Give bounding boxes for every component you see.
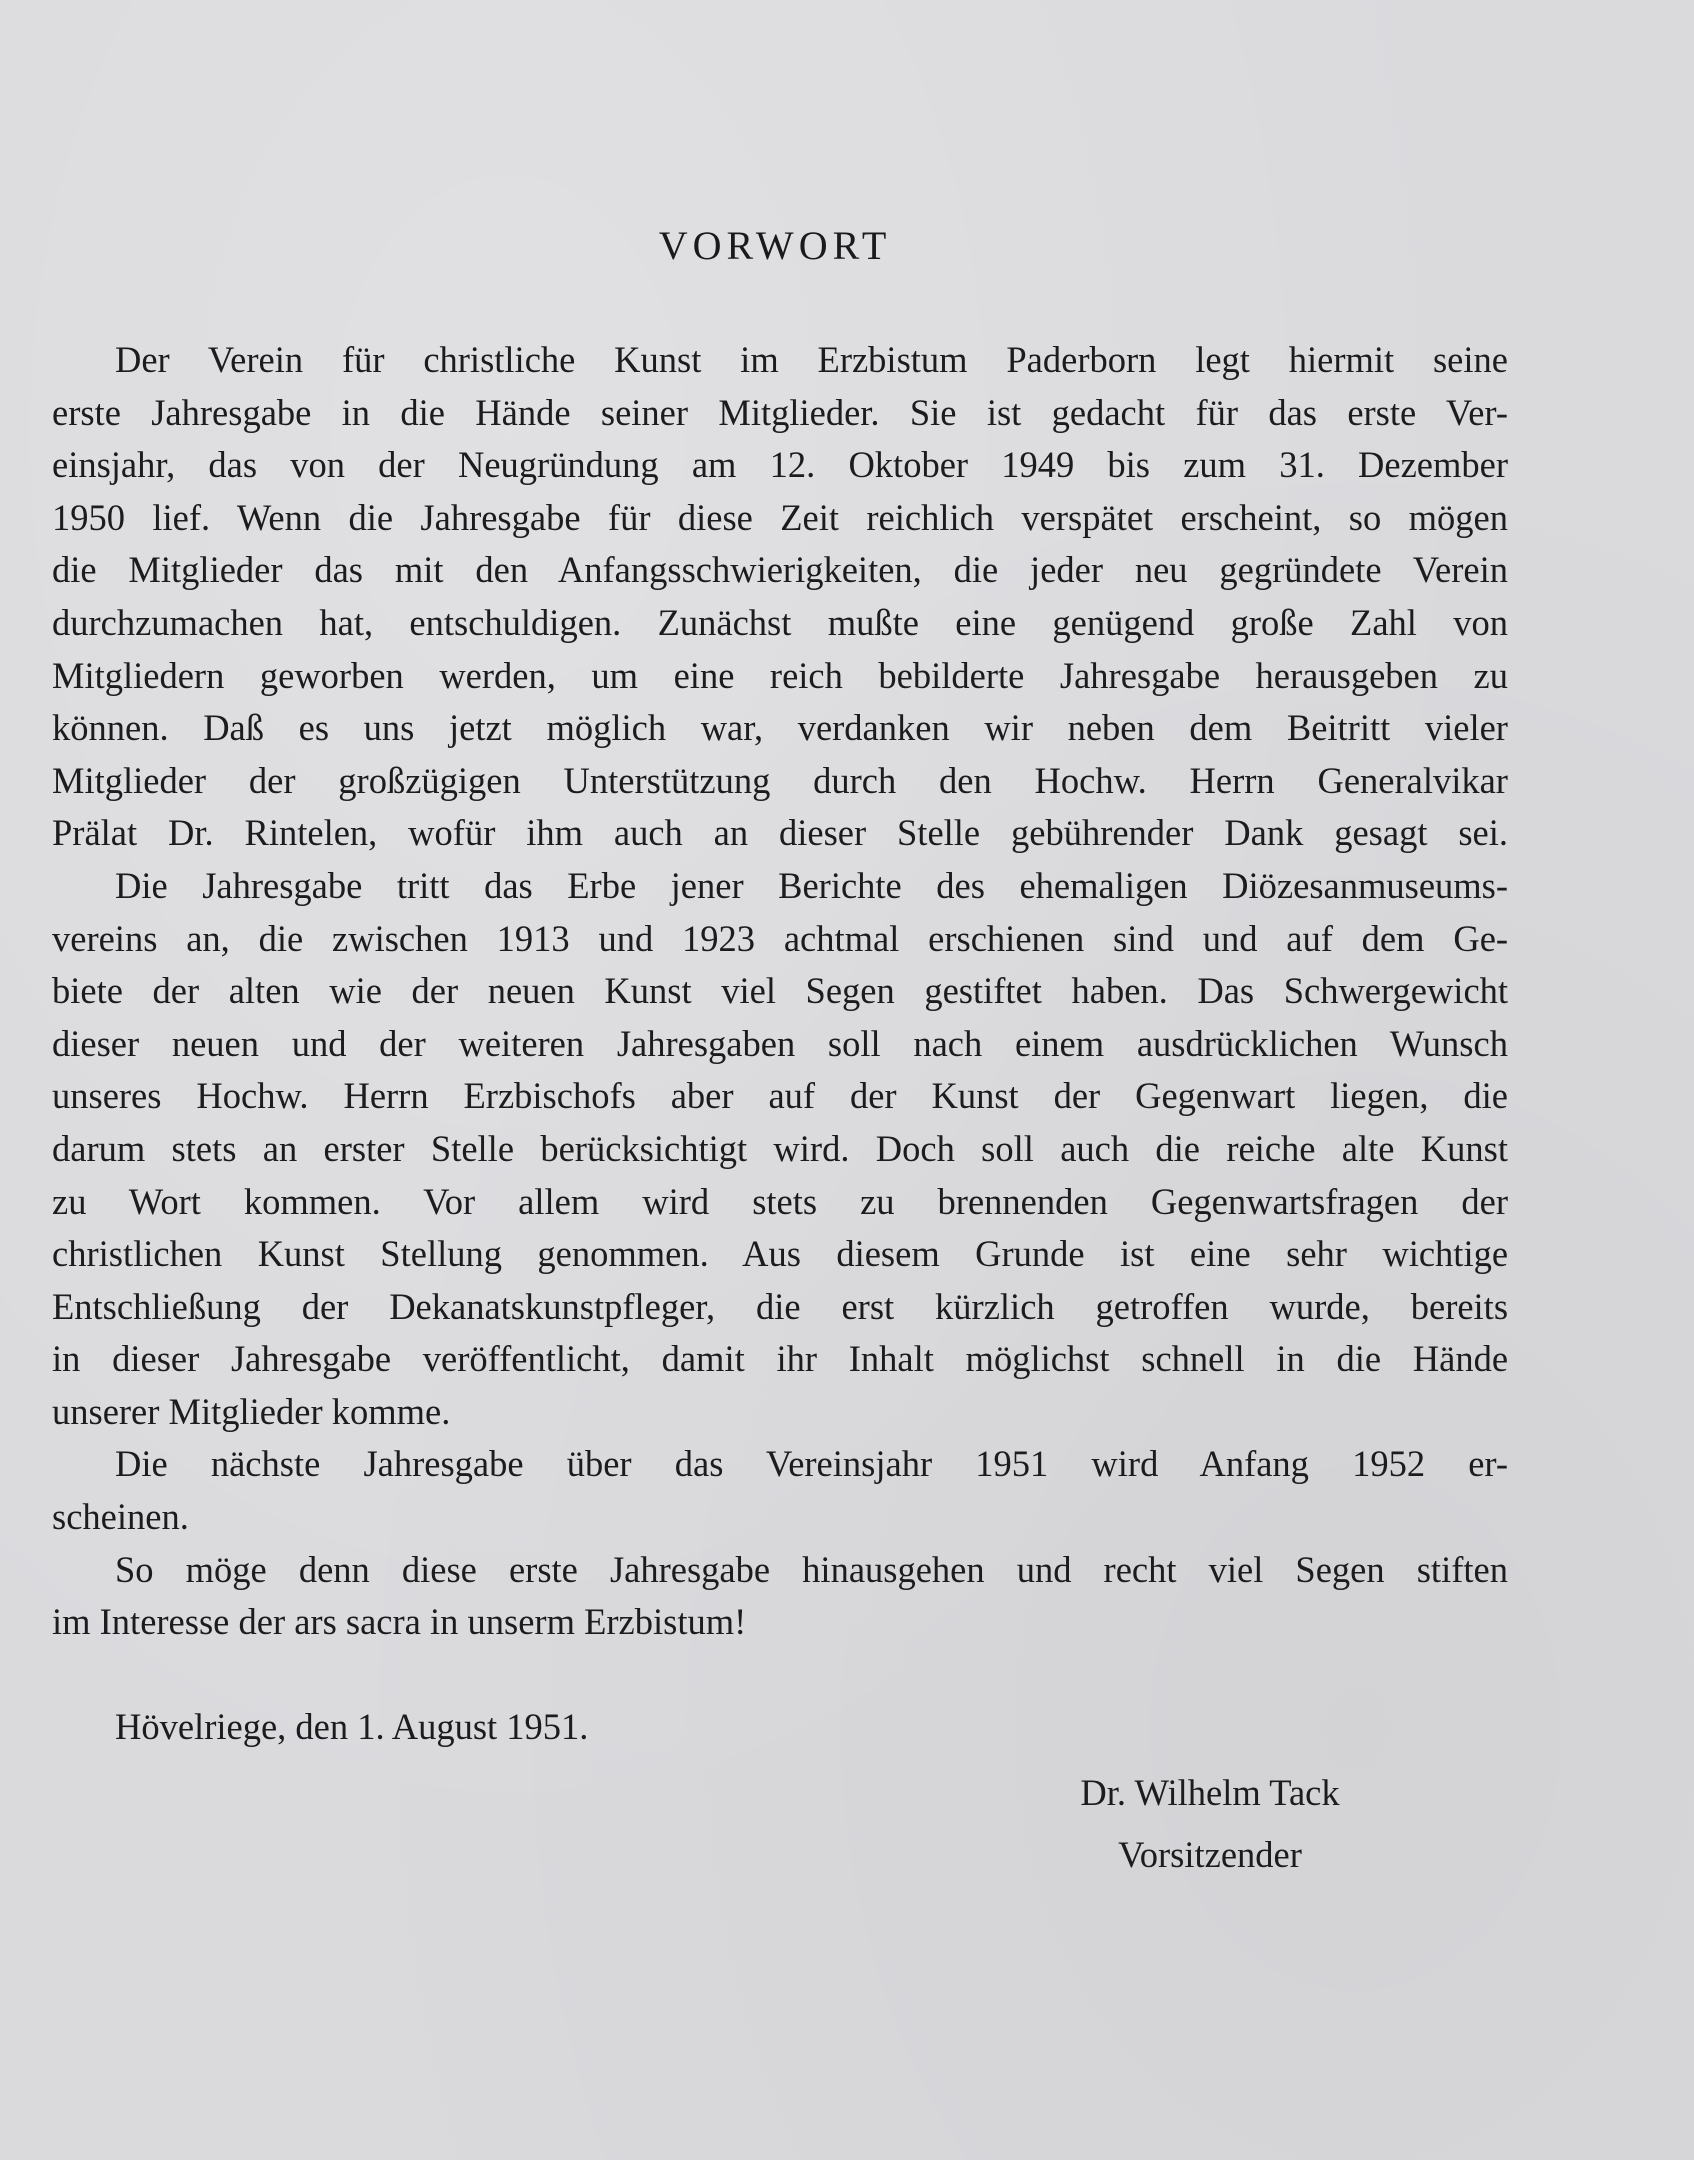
- paragraph-3: [52, 1438, 1508, 1543]
- text-line: einsjahr, das von der Neugründung am 12. Oktober 1949 bis zum 31. Dezember: [52, 444, 1508, 486]
- paragraph-4: [52, 1544, 1508, 1649]
- page-title: VORWORT: [658, 223, 892, 268]
- text-line: scheinen.: [52, 1496, 189, 1538]
- signature-block: [1000, 1762, 1420, 1886]
- text-line: 1950 lief. Wenn die Jahresgabe für diese Zeit reichlich verspätet erscheint, so mögen: [52, 496, 1508, 538]
- paragraph-1: [52, 334, 1508, 860]
- text-line: zu Wort kommen. Vor allem wird stets zu brennenden Gegenwartsfragen der: [52, 1180, 1508, 1222]
- paragraph-2: [52, 860, 1508, 1439]
- place-and-date: Hövelriege, den 1. August 1951.: [115, 1706, 589, 1747]
- text-line: Der Verein für christliche Kunst im Erzbistum Paderborn legt hiermit seine: [115, 339, 1508, 380]
- text-line: darum stets an erster Stelle berücksichtigt wird. Doch soll auch die reiche alte Kunst: [52, 1127, 1508, 1169]
- text-line: christlichen Kunst Stellung genommen. Aus diesem Grunde ist eine sehr wichtige: [52, 1233, 1509, 1275]
- text-line: unserer Mitglieder komme.: [52, 1390, 451, 1432]
- text-line: durchzumachen hat, entschuldigen. Zunächst mußte eine genügend große Zahl von: [52, 601, 1509, 643]
- text-line: biete der alten wie der neuen Kunst viel Segen gestiftet haben. Das Schwergewicht: [52, 970, 1509, 1012]
- text-line: unseres Hochw. Herrn Erzbischofs aber auf der Kunst der Gegenwart liegen, die: [52, 1075, 1508, 1117]
- text-line: in dieser Jahresgabe veröffentlicht, damit ihr Inhalt möglichst schnell in die Hände: [52, 1338, 1509, 1380]
- text-line: Mitglieder der großzügigen Unterstützung durch den Hochw. Herrn Generalvikar: [52, 759, 1508, 801]
- text-line: vereins an, die zwischen 1913 und 1923 achtmal erschienen sind und auf dem Ge-: [52, 917, 1509, 959]
- text-line: Prälat Dr. Rintelen, wofür ihm auch an dieser Stelle gebührender Dank gesagt sei.: [52, 812, 1509, 854]
- text-line: So möge denn diese erste Jahresgabe hinausgehen und recht viel Segen stiften: [115, 1548, 1508, 1590]
- text-line: Mitgliedern geworben werden, um eine reich bebilderte Jahresgabe herausgeben zu: [52, 654, 1508, 696]
- text-line: erste Jahresgabe in die Hände seiner Mitglieder. Sie ist gedacht für das erste Ver-: [52, 391, 1508, 433]
- text-line: Die Jahresgabe tritt das Erbe jener Berichte des ehemaligen Diözesanmuseums-: [115, 864, 1509, 906]
- foreword-body: [52, 334, 1508, 1649]
- text-line: im Interesse der ars sacra in unserm Erzbistum!: [52, 1601, 747, 1643]
- signatory-role: Vorsitzender: [1118, 1834, 1302, 1875]
- text-line: können. Daß es uns jetzt möglich war, verdanken wir neben dem Beitritt vieler: [52, 707, 1508, 749]
- text-line: die Mitglieder das mit den Anfangsschwierigkeiten, die jeder neu gegründete Verein: [52, 549, 1508, 591]
- text-line: Entschließung der Dekanatskunstpfleger, die erst kürzlich getroffen wurde, bereits: [52, 1285, 1509, 1327]
- text-line: Die nächste Jahresgabe über das Vereinsjahr 1951 wird Anfang 1952 er-: [115, 1443, 1509, 1485]
- text-line: dieser neuen und der weiteren Jahresgaben soll nach einem ausdrücklichen Wunsch: [52, 1022, 1508, 1064]
- signatory-name: Dr. Wilhelm Tack: [1080, 1772, 1340, 1813]
